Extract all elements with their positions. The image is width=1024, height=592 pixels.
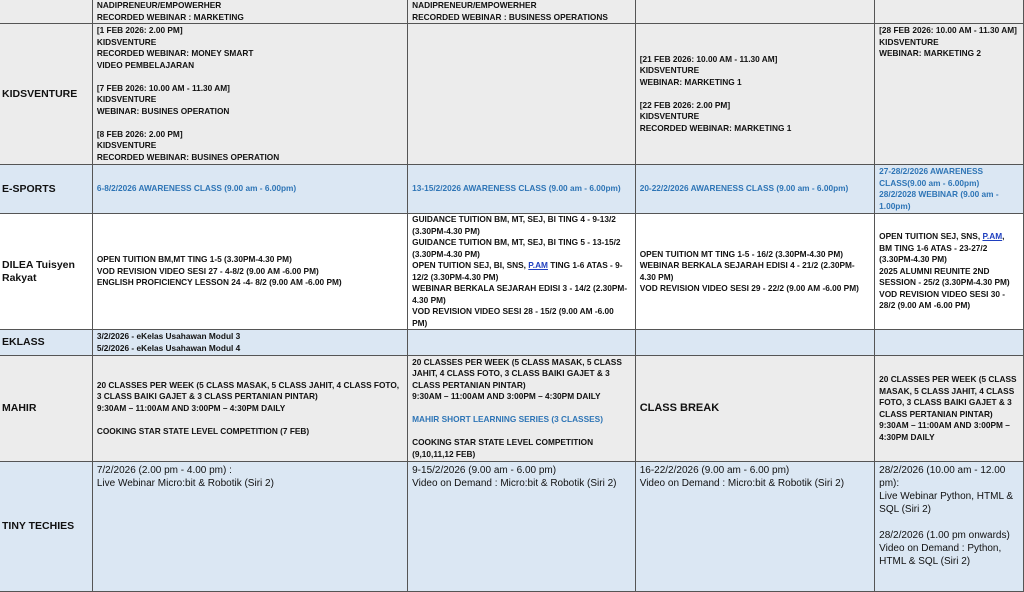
dilea-week4-text-b: , BM TING 1-6 ATAS - 23-27/2 (3.30PM-4.30 PM) 2025 ALUMNI REUNITE 2ND SESSION - 25/2 (3.30PM-4.30 PM) VOD REVISION VIDEO SESI 30 - 28/2 (9.00 AM -6.00 PM) [879,231,1010,311]
cell-top-week2: NADIPRENEUR/EMPOWERHER RECORDED WEBINAR : BUSINESS OPERATIONS [408,0,636,24]
table-row-mahir [0,356,1024,462]
pam-link-week4[interactable]: P.AM [982,231,1003,242]
pam-link[interactable]: P.AM [528,260,548,270]
mahir-short-series: MAHIR SHORT LEARNING SERIES (3 CLASSES) [412,414,603,425]
row-label-kidsventure: KIDSVENTURE [0,24,92,165]
mahir-week2-text-b: COOKING STAR STATE LEVEL COMPETITION (9,10,11,12 FEB) [412,437,594,459]
cell-mahir-week1: 20 CLASSES PER WEEK (5 CLASS MASAK, 5 CLASS JAHIT, 4 CLASS FOTO, 3 CLASS BAIKI GAJET & 3 CLASS PERTANIAN PINTAR) 9:30AM – 11:00AM AND 3:00PM – 4:30PM DAILY COOKING STAR STATE LEVEL COMPETITION (7 FEB) [92,356,407,462]
cell-dilea-week4 [875,214,1024,330]
cell-mahir-week2 [408,356,636,462]
cell-kidsventure-week4: [28 FEB 2026: 10.00 AM - 11.30 AM] KIDSVENTURE WEBINAR: MARKETING 2 [875,24,1024,165]
dilea-week2-text-b: TING 1-6 ATAS - 9-12/2 (3.30PM-4.30 PM) WEBINAR BERKALA SEJARAH EDISI 3 - 14/2 (2.30PM-4.30 PM) VOD REVISION VIDEO SESI 28 - 15/2 (9.00 AM -6.00 PM) [412,260,628,328]
cell-tiny-week1: 7/2/2026 (2.00 pm - 4.00 pm) : Live Webinar Micro:bit & Robotik (Siri 2) [92,462,407,592]
cell-esports-week3: 20-22/2/2026 AWARENESS CLASS (9.00 am - 6.00pm) [635,165,874,214]
dilea-week2-text-a: GUIDANCE TUITION BM, MT, SEJ, BI TING 4 - 9-13/2 (3.30PM-4.30 PM) GUIDANCE TUITION BM, MT, SEJ, BI TING 5 - 13-15/2 (3.30PM-4.30 PM) OPEN TUITION SEJ, BI, SNS, [412,214,621,270]
table-row-esports [0,165,1024,214]
cell-top-week1: NADIPRENEUR/EMPOWERHER RECORDED WEBINAR : MARKETING [92,0,407,24]
cell-eklass-week2 [408,330,636,356]
cell-kidsventure-week3: [21 FEB 2026: 10.00 AM - 11.30 AM] KIDSVENTURE WEBINAR: MARKETING 1 [22 FEB 2026: 2.00 PM] KIDSVENTURE RECORDED WEBINAR: MARKETING 1 [635,24,874,165]
cell-tiny-week3: 16-22/2/2026 (9.00 am - 6.00 pm) Video on Demand : Micro:bit & Robotik (Siri 2) [635,462,874,592]
row-label-tiny-techies: TINY TECHIES [0,462,92,592]
cell-mahir-week3: CLASS BREAK [635,356,874,462]
table-row-tiny-techies [0,462,1024,592]
cell-dilea-week1: OPEN TUITION BM,MT TING 1-5 (3.30PM-4.30 PM) VOD REVISION VIDEO SESI 27 - 4-8/2 (9.00 AM -6.00 PM) ENGLISH PROFICIENCY LESSON 24 -4- 8/2 (9.00 AM -6.00 PM) [92,214,407,330]
cell-esports-week2: 13-15/2/2026 AWARENESS CLASS (9.00 am - 6.00pm) [408,165,636,214]
cell-top-week4 [875,0,1024,24]
dilea-week4-text-a: OPEN TUITION SEJ, SNS, [879,231,983,242]
cell-tiny-week2: 9-15/2/2026 (9.00 am - 6.00 pm) Video on Demand : Micro:bit & Robotik (Siri 2) [408,462,636,592]
cell-top-week3 [635,0,874,24]
cell-eklass-week1: 3/2/2026 - eKelas Usahawan Modul 3 5/2/2026 - eKelas Usahawan Modul 4 [92,330,407,356]
row-label-esports: E-SPORTS [0,165,92,214]
label-cell-top [0,0,92,24]
cell-esports-week4: 27-28/2/2026 AWARENESS CLASS(9.00 am - 6.00pm) 28/2/2028 WEBINAR (9.00 am - 1.00pm) [875,165,1024,214]
row-label-eklass: EKLASS [0,330,92,356]
cell-dilea-week2 [408,214,636,330]
table-row-dilea [0,214,1024,330]
cell-eklass-week4 [875,330,1024,356]
cell-kidsventure-week1: [1 FEB 2026: 2.00 PM] KIDSVENTURE RECORDED WEBINAR: MONEY SMART VIDEO PEMBELAJARAN [7 FEB 2026: 10.00 AM - 11.30 AM] KIDSVENTURE WEBINAR: BUSINES OPERATION [8 FEB 2026: 2.00 PM] KIDSVENTURE RECORDED WEBINAR: BUSINES OPERATION [92,24,407,165]
mahir-week2-text-a: 20 CLASSES PER WEEK (5 CLASS MASAK, 5 CLASS JAHIT, 4 CLASS FOTO, 3 CLASS BAIKI GAJET & 3 CLASS PERTANIAN PINTAR) 9:30AM – 11:00AM AND 3:00PM – 4:30PM DAILY [412,356,622,402]
table-row-top [0,0,1024,24]
cell-kidsventure-week2 [408,24,636,165]
row-label-dilea: DILEA Tuisyen Rakyat [0,214,92,330]
cell-dilea-week3: OPEN TUITION MT TING 1-5 - 16/2 (3.30PM-4.30 PM) WEBINAR BERKALA SEJARAH EDISI 4 - 21/2 (2.30PM-4.30 PM) VOD REVISION VIDEO SESI 29 - 22/2 (9.00 AM -6.00 PM) [635,214,874,330]
table-row-eklass [0,330,1024,356]
cell-tiny-week4: 28/2/2026 (10.00 am - 12.00 pm): Live Webinar Python, HTML & SQL (Siri 2) 28/2/2026 (1.00 pm onwards) Video on Demand : Python, HTML & SQL (Siri 2) [875,462,1024,592]
cell-eklass-week3 [635,330,874,356]
row-label-mahir: MAHIR [0,356,92,462]
table-row-kidsventure [0,24,1024,165]
cell-mahir-week4: 20 CLASSES PER WEEK (5 CLASS MASAK, 5 CLASS JAHIT, 4 CLASS FOTO, 3 CLASS BAIKI GAJET & 3 CLASS PERTANIAN PINTAR) 9:30AM – 11:00AM AND 3:00PM – 4:30PM DAILY [875,356,1024,462]
cell-esports-week1: 6-8/2/2026 AWARENESS CLASS (9.00 am - 6.00pm) [92,165,407,214]
